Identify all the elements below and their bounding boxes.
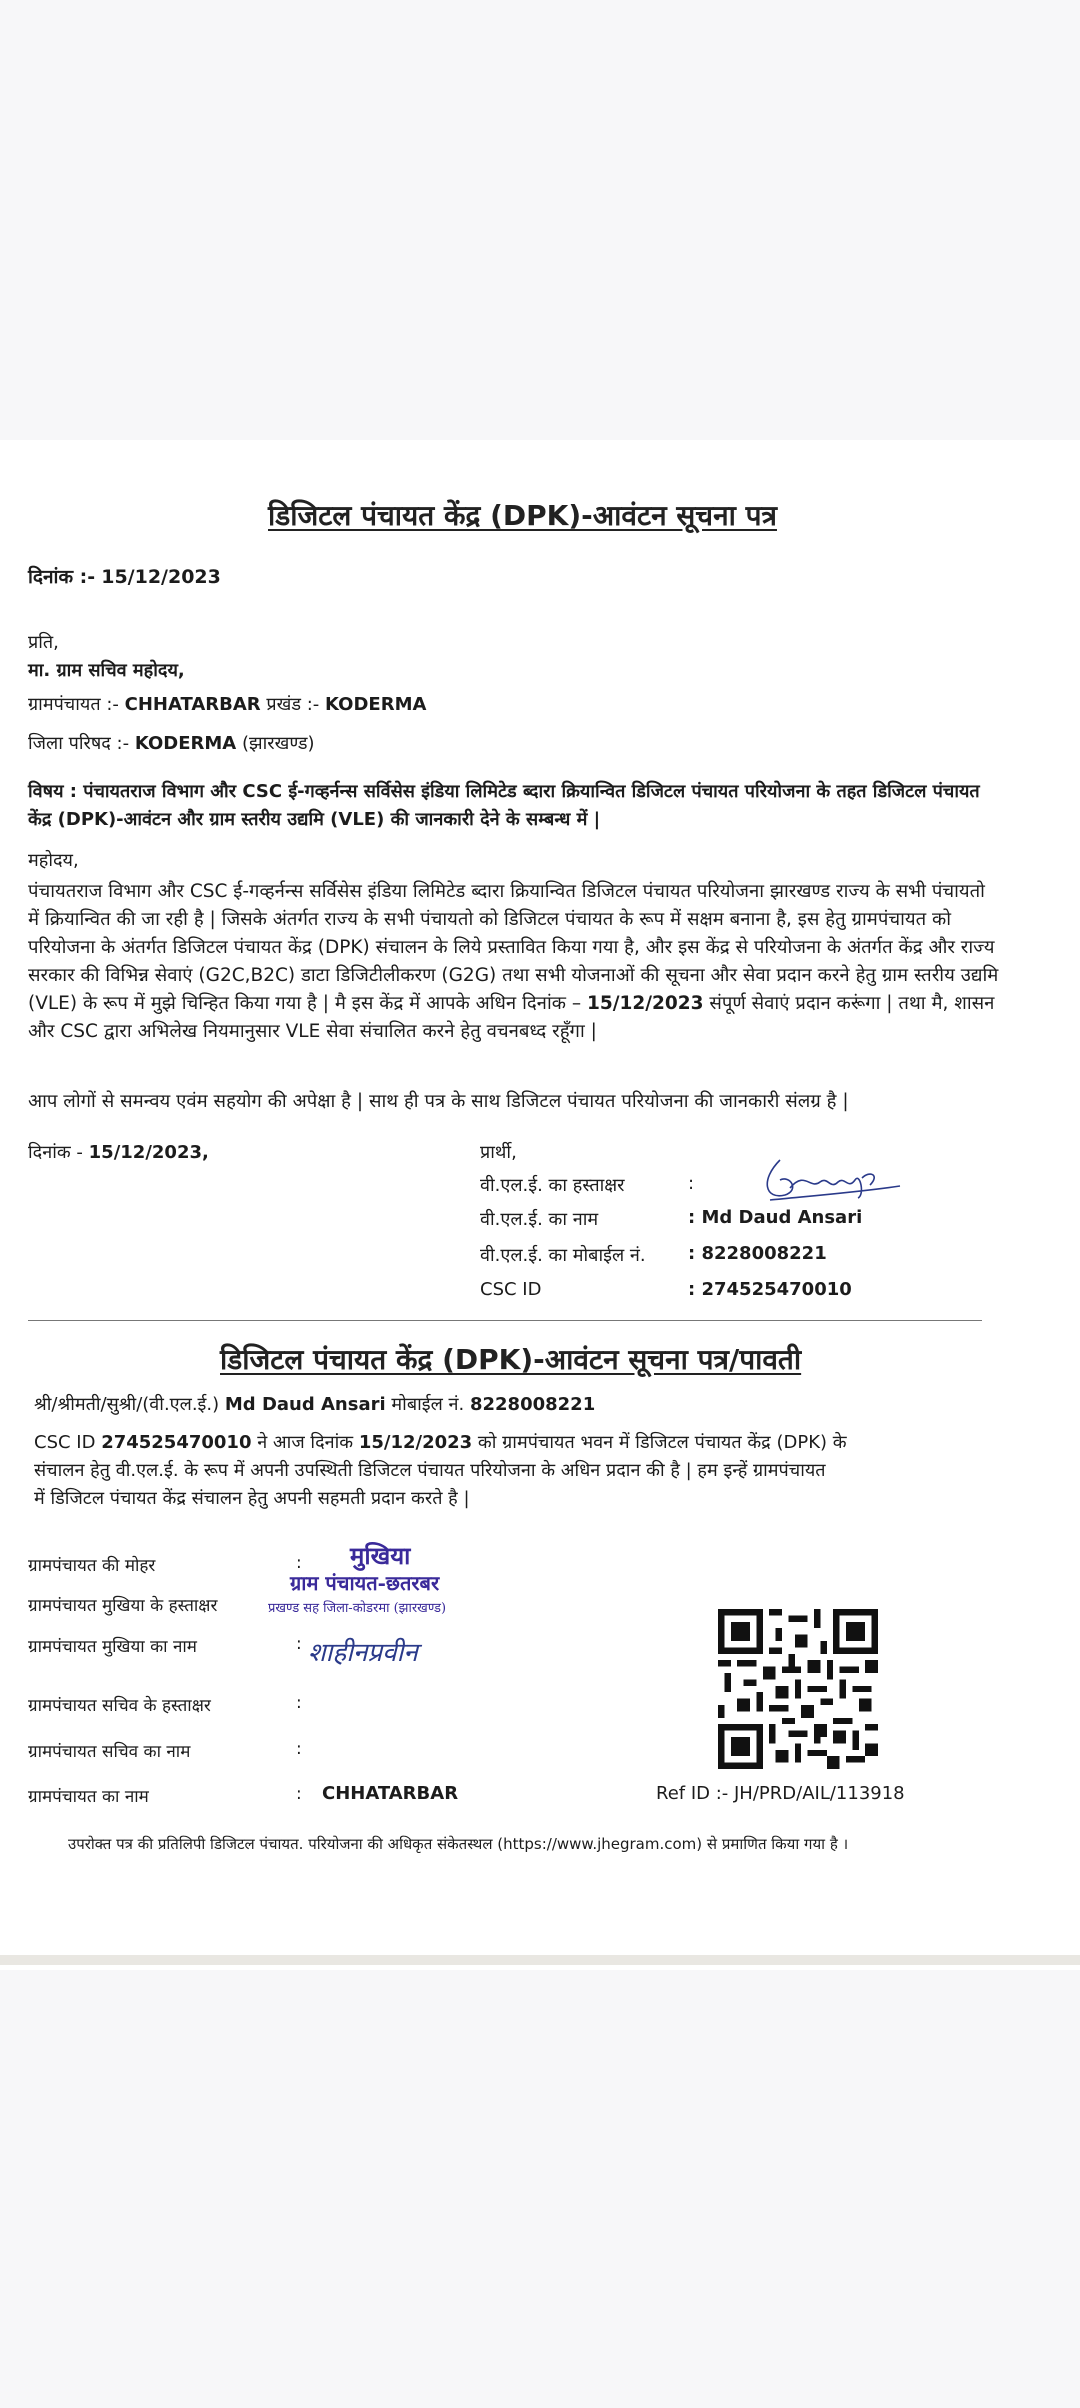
receipt-date: 15/12/2023 bbox=[358, 1432, 473, 1453]
vle-sign-label: वी.एल.ई. का हस्ताक्षर bbox=[480, 1175, 625, 1196]
receipt-title: डिजिटल पंचायत केंद्र (DPK)-आवंटन सूचना पत्र/पावती bbox=[220, 1343, 802, 1376]
receipt-line-3: संचालन हेतु वी.एल.ई. के रूप में अपनी उपस्थिती डिजिटल पंचायत परियोजना के अधिन प्रदान की है | हम इन्हें ग्रामपंचायत bbox=[34, 1460, 826, 1481]
gp-mukhiya-sign-label: ग्रामपंचायत मुखिया के हस्ताक्षर bbox=[28, 1596, 218, 1616]
vle-csc-colon: : bbox=[688, 1279, 696, 1300]
gp-seal-label: ग्रामपंचायत की मोहर bbox=[28, 1556, 156, 1576]
receipt-line-4: में डिजिटल पंचायत केंद्र संचालन हेतु अपनी सहमती प्रदान करते है | bbox=[34, 1488, 470, 1509]
vle-csc-label: CSC ID bbox=[480, 1279, 542, 1300]
vle-sign-colon: : bbox=[688, 1173, 695, 1194]
vle-csc-id: 274525470010 bbox=[701, 1279, 852, 1300]
receipt-text: ने आज दिनांक bbox=[257, 1432, 354, 1453]
vle-mobile-row bbox=[688, 1243, 827, 1264]
district-label: जिला परिषद :- bbox=[28, 733, 130, 754]
vle-signature-image bbox=[750, 1150, 910, 1210]
vle-name-label: वी.एल.ई. का नाम bbox=[480, 1209, 599, 1230]
block-label: प्रखंड :- bbox=[266, 694, 320, 715]
qr-code-image bbox=[718, 1609, 878, 1769]
gp-mukhiya-name-colon: : bbox=[296, 1634, 302, 1654]
receipt-line-1 bbox=[34, 1392, 595, 1416]
gp-sachiv-name-colon: : bbox=[296, 1739, 302, 1759]
panchayat-line bbox=[28, 692, 426, 716]
mukhiya-handwritten-name: शाहीनप्रवीन bbox=[308, 1638, 418, 1668]
mukhiya-stamp-title: मुखिया bbox=[350, 1541, 411, 1570]
salutation: महोदय, bbox=[28, 850, 79, 871]
receipt-csc-id: 274525470010 bbox=[101, 1432, 252, 1453]
body-text: पंचायतराज विभाग और CSC ई-गव्हर्नन्स सर्विसेस इंडिया लिमिटेड ब्दारा क्रियान्वित डिजिटल पंचायत परियोजना झारखण्ड राज्य के सभी पंचायतो में क्रियान्वित की जा रही है | जिसके अंतर्गत राज्य के सभी पंचायतो को डिजिटल पंचायत के रूप में सक्षम बनाना है, इस हेतु ग्रामपंचायत को परियोजना के अंतर्गत डिजिटल पंचायत केंद्र (DPK) संचालन के लिये प्रस्तावित किया गया है, और इस केंद्र से परियोजना के अंतर्गत केंद्र और राज्य सरकार की विभिन्न सेवाएं (G2C,B2C) डाटा डिजिटीलीकरण (G2G) तथा सभी योजनाओं की सूचना और सेवा प्रदान करने हेतु ग्राम स्तरीय उद्यमि (VLE) के रूप में मुझे चिन्हित किया गया है | मै इस केंद्र में आपके अधिन दिनांक – bbox=[28, 881, 999, 1014]
receipt-mobile-label: मोबाईल नं. bbox=[391, 1394, 465, 1415]
gp-name-value: CHHATARBAR bbox=[322, 1783, 459, 1804]
vle-name-row bbox=[688, 1207, 862, 1228]
cooperation-line: आप लोगों से समन्वय एवंम सहयोग की अपेक्षा है | साथ ही पत्र के साथ डिजिटल पंचायत परियोजना की जानकारी संलग्र है | bbox=[28, 1091, 849, 1112]
receipt-line-2 bbox=[34, 1430, 847, 1454]
mukhiya-stamp-panchayat: ग्राम पंचायत-छतरबर bbox=[290, 1571, 440, 1595]
gp-sachiv-name-label: ग्रामपंचायत सचिव का नाम bbox=[28, 1742, 191, 1762]
body-paragraph bbox=[28, 878, 1000, 1046]
sign-date-value: 15/12/2023, bbox=[88, 1142, 209, 1163]
gp-mukhiya-name-label: ग्रामपंचायत मुखिया का नाम bbox=[28, 1637, 197, 1657]
ref-id: Ref ID :- JH/PRD/AIL/113918 bbox=[656, 1783, 905, 1804]
date-line bbox=[28, 563, 221, 589]
panchayat-value: CHHATARBAR bbox=[124, 694, 261, 715]
block-value: KODERMA bbox=[325, 694, 427, 715]
receipt-prefix: श्री/श्रीमती/सुश्री/(वी.एल.ई.) bbox=[34, 1394, 220, 1415]
vle-csc-row bbox=[688, 1279, 852, 1300]
to-line: प्रति, bbox=[28, 632, 59, 653]
receipt-text-rest: को ग्रामपंचायत भवन में डिजिटल पंचायत केंद्र (DPK) के bbox=[477, 1432, 847, 1453]
scan-edge bbox=[0, 1955, 1080, 1965]
addressee: मा. ग्राम सचिव महोदय, bbox=[28, 660, 185, 681]
sign-date-label: दिनांक - bbox=[28, 1142, 83, 1163]
receipt-mobile: 8228008221 bbox=[469, 1394, 596, 1415]
body-date: 15/12/2023 bbox=[586, 993, 704, 1014]
district-line bbox=[28, 731, 315, 755]
section-divider bbox=[28, 1320, 982, 1321]
mukhiya-stamp-block: प्रखण्ड सह जिला-कोडरमा (झारखण्ड) bbox=[268, 1601, 447, 1616]
applicant: प्रार्थी, bbox=[480, 1142, 517, 1163]
vle-name-colon: : bbox=[688, 1207, 696, 1228]
vle-mobile-colon: : bbox=[688, 1243, 696, 1264]
footer-note: उपरोक्त पत्र की प्रतिलिपी डिजिटल पंचायत. परियोजना की अधिकृत संकेतस्थल (https://www.jhegram.com) से प्रमाणित किया गया है । bbox=[68, 1835, 849, 1853]
panchayat-label: ग्रामपंचायत :- bbox=[28, 694, 119, 715]
receipt-vle-name: Md Daud Ansari bbox=[224, 1394, 386, 1415]
receipt-csc-label: CSC ID bbox=[34, 1432, 96, 1453]
vle-name: Md Daud Ansari bbox=[701, 1207, 863, 1228]
sign-date bbox=[28, 1140, 209, 1164]
district-state: (झारखण्ड) bbox=[241, 733, 315, 754]
subject: विषय : पंचायतराज विभाग और CSC ई-गव्हर्नन्स सर्विसेस इंडिया लिमिटेड ब्दारा क्रियान्वित डिजिटल पंचायत परियोजना के तहत डिजिटल पंचायत केंद्र (DPK)-आवंटन और ग्राम स्तरीय उद्यमि (VLE) की जानकारी देने के सम्बन्ध में | bbox=[28, 781, 980, 830]
gp-name-colon: : bbox=[296, 1784, 302, 1804]
body-text-2: संपूर्ण सेवाएं प्रदान करूंगा | तथा मै, शासन और CSC द्वारा अभिलेख नियमानुसार VLE सेवा संचालित करने हेतु वचनबध्द रहूँगा | bbox=[28, 993, 995, 1042]
gp-sachiv-sign-label: ग्रामपंचायत सचिव के हस्ताक्षर bbox=[28, 1696, 211, 1716]
vle-mobile-label: वी.एल.ई. का मोबाईल नं. bbox=[480, 1245, 646, 1266]
gp-name-label: ग्रामपंचायत का नाम bbox=[28, 1787, 149, 1807]
district-value: KODERMA bbox=[134, 733, 237, 754]
letter-title: डिजिटल पंचायत केंद्र (DPK)-आवंटन सूचना पत्र bbox=[268, 499, 777, 532]
date-label: दिनांक :- bbox=[28, 566, 96, 588]
gp-seal-colon: : bbox=[296, 1553, 302, 1573]
vle-mobile: 8228008221 bbox=[701, 1243, 827, 1264]
gp-sachiv-sign-colon: : bbox=[296, 1693, 302, 1713]
date-value: 15/12/2023 bbox=[101, 566, 221, 588]
